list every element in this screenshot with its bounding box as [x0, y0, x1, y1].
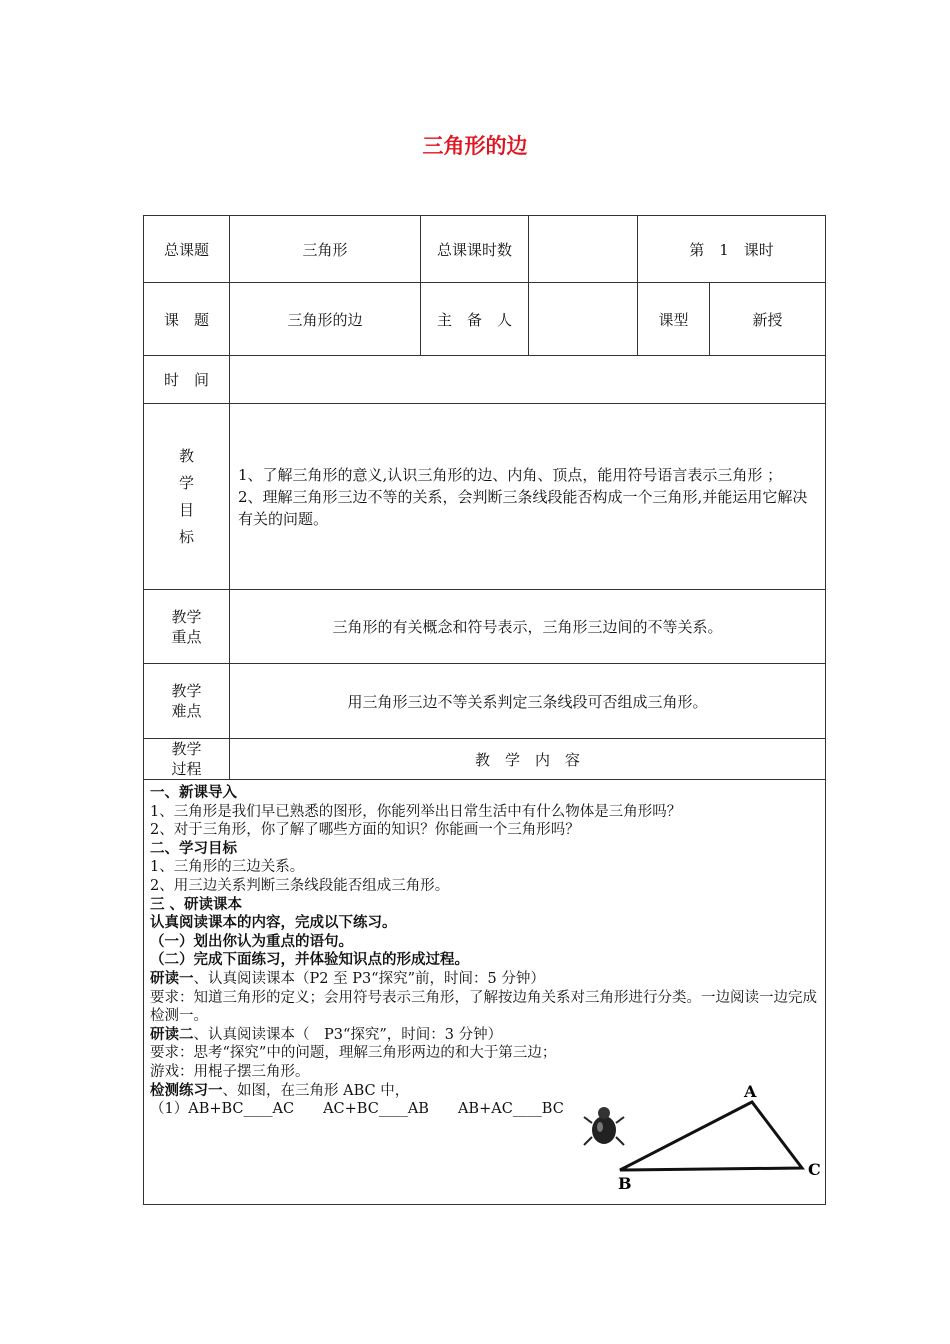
beetle-icon: [584, 1107, 624, 1145]
row-key-points: [144, 590, 826, 664]
vertex-a-label: A: [744, 1085, 757, 1101]
section-1-line: 1、三角形是我们早已熟悉的图形，你能列举出日常生活中有什么物体是三角形吗？: [150, 803, 682, 820]
exercise-1: 检测练习一、如图，在三角形 ABC 中，: [150, 1082, 410, 1099]
process-label: 教学 过程: [144, 739, 230, 780]
key-points-text: 三角形的有关概念和符号表示，三角形三边间的不等关系。: [230, 590, 826, 664]
goal-1: 1、了解三角形的意义,认识三角形的边、内角、顶点，能用符号语言表示三角形 ；: [238, 465, 783, 484]
section-3-title: 三 、研读课本: [150, 896, 243, 913]
section-3-line: （二）完成下面练习，并体验知识点的形成过程。: [150, 952, 469, 969]
zongketi-value: 三角形: [230, 216, 421, 283]
row-goals: [144, 404, 826, 590]
goals-label: 教 学 目 标: [144, 404, 230, 590]
section-2-line: 1、三角形的三边关系。: [150, 859, 305, 876]
shijian-label: 时 间: [144, 356, 230, 404]
reading-1-requirement: 要求：知道三角形的定义；会用符号表示三角形，了解按边角关系对三角形进行分类。一边阅读一边完成检测一。: [150, 989, 817, 1025]
vertex-b-label: B: [618, 1174, 632, 1193]
lesson-content: [144, 780, 826, 1205]
reading-1: 研读一、认真阅读课本（P2 至 P3“探究”前，时间：5 分钟）: [150, 970, 545, 987]
section-2-title: 二、学习目标: [150, 840, 237, 857]
keshishu-label: 总课课时数: [421, 216, 529, 283]
row-topic: [144, 283, 826, 356]
difficulties-text: 用三角形三边不等关系判定三条线段可否组成三角形。: [230, 664, 826, 739]
process-content-header: 教 学 内 容: [230, 739, 826, 780]
vertex-c-label: C: [808, 1160, 821, 1179]
row-process: [144, 739, 826, 780]
keti-label: 课 题: [144, 283, 230, 356]
game-line: 游戏：用棍子摆三角形。: [150, 1063, 310, 1080]
exercise-1-question: （1）AB+BC____AC AC+BC____AB AB+AC____BC: [150, 1101, 564, 1118]
section-2-line: 2、用三边关系判断三条线段能否组成三角形。: [150, 877, 450, 894]
lesson-plan-table: [143, 215, 826, 1205]
section-1-line: 2、对于三角形，你了解了哪些方面的知识？你能画一个三角形吗？: [150, 822, 580, 839]
goals-text: [230, 404, 826, 590]
kexing-label: 课型: [638, 283, 710, 356]
section-3-line: 认真阅读课本的内容，完成以下练习。: [150, 915, 397, 932]
row-content: [144, 780, 826, 1205]
zhubei-value: [529, 283, 638, 356]
triangle-abc: [620, 1102, 802, 1170]
row-difficulties: [144, 664, 826, 739]
row-course: [144, 216, 826, 283]
zhubei-label: 主 备 人: [421, 283, 529, 356]
reading-2: 研读二、认真阅读课本（ P3“探究”，时间：3 分钟）: [150, 1026, 503, 1043]
reading-2-requirement: 要求：思考“探究”中的问题，理解三角形两边的和大于第三边；: [150, 1045, 557, 1062]
shijian-value: [230, 356, 826, 404]
keshishu-value: [529, 216, 638, 283]
lesson-number: 第 1 课时: [638, 216, 826, 283]
document-title: 三角形的边: [422, 134, 528, 158]
zongketi-label: 总课题: [144, 216, 230, 283]
goal-2: 2、理解三角形三边不等的关系，会判断三条线段能否构成一个三角形,并能运用它解决有关的问题。: [238, 487, 808, 528]
section-1-title: 一、新课导入: [150, 785, 237, 801]
section-3-line: （一）划出你认为重点的语句。: [150, 933, 353, 950]
kexing-value: 新授: [710, 283, 826, 356]
triangle-figure: [574, 1085, 824, 1205]
keti-value: 三角形的边: [230, 283, 421, 356]
key-points-label: 教学 重点: [144, 590, 230, 664]
row-time: [144, 356, 826, 404]
difficulties-label: 教学 难点: [144, 664, 230, 739]
